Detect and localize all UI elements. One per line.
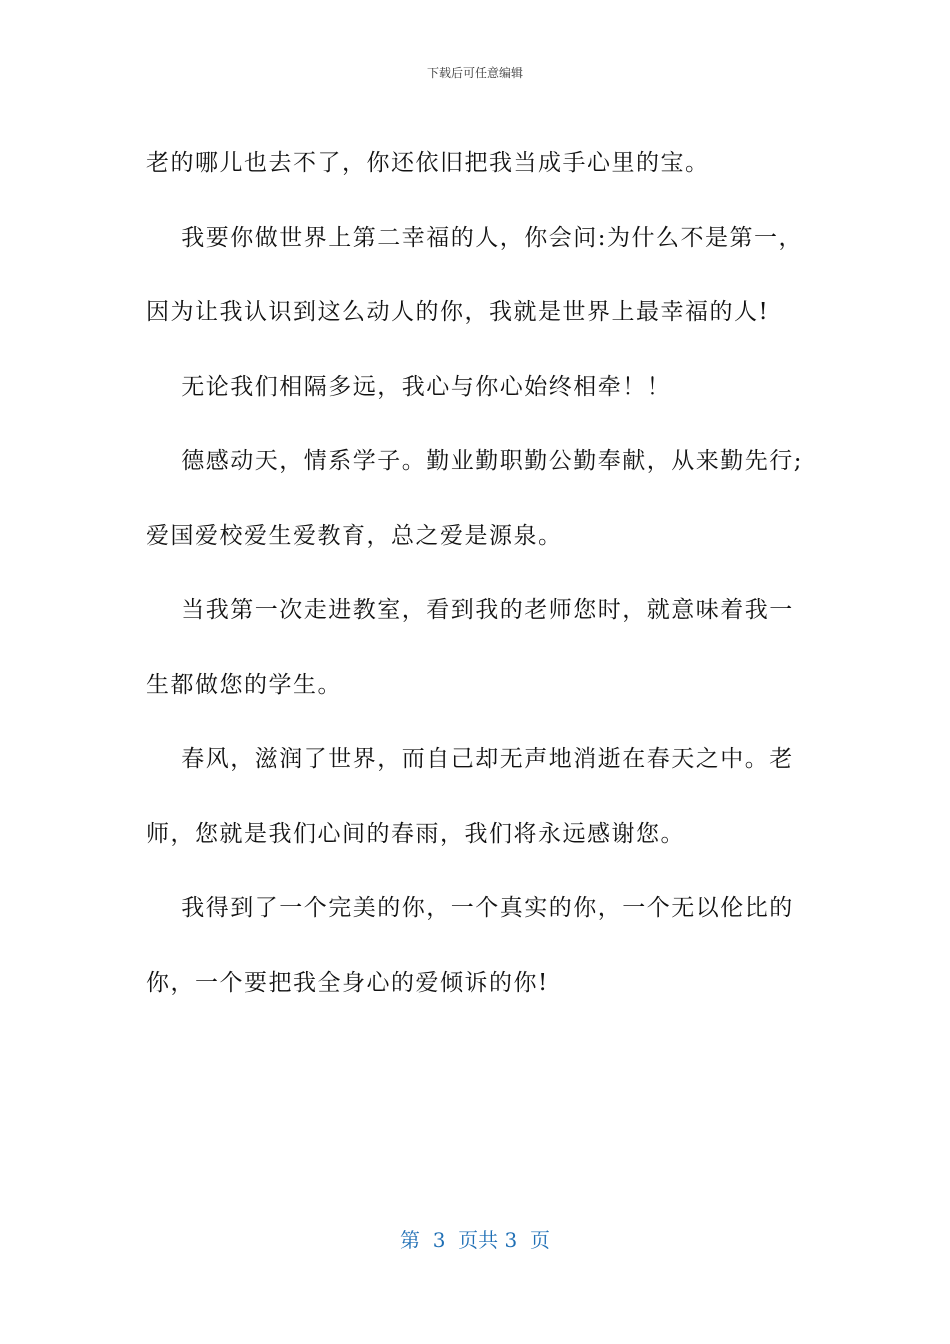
text-line: 当我第一次走进教室，看到我的老师您时，就意味着我一 xyxy=(146,597,794,623)
text-line: 德感动天，情系学子。勤业勤职勤公勤奉献，从来勤先行; xyxy=(146,448,803,474)
text-line: 因为让我认识到这么动人的你，我就是世界上最幸福的人! xyxy=(146,299,770,325)
text-line: 老的哪儿也去不了，你还依旧把我当成手心里的宝。 xyxy=(146,150,710,176)
text-line: 春风，滋润了世界，而自己却无声地消逝在春天之中。老 xyxy=(146,746,794,772)
text-line: 你，一个要把我全身心的爱倾诉的你! xyxy=(146,969,549,996)
text-line: 生都做您的学生。 xyxy=(146,671,342,698)
page-footer: 第 3 页共 3 页 xyxy=(400,1228,550,1252)
text-line: 爱国爱校爱生爱教育，总之爱是源泉。 xyxy=(146,522,563,549)
text-line: 我要你做世界上第二幸福的人，你会问:为什么不是第一， xyxy=(146,224,803,251)
text-line: 我得到了一个完美的你，一个真实的你，一个无以伦比的 xyxy=(146,895,794,921)
text-line: 无论我们相隔多远，我心与你心始终相牵！！ xyxy=(146,373,672,400)
text-line: 师，您就是我们心间的春雨，我们将永远感谢您。 xyxy=(146,820,685,847)
document-body xyxy=(146,126,806,1020)
page-header: 下载后可任意编辑 xyxy=(426,66,523,80)
